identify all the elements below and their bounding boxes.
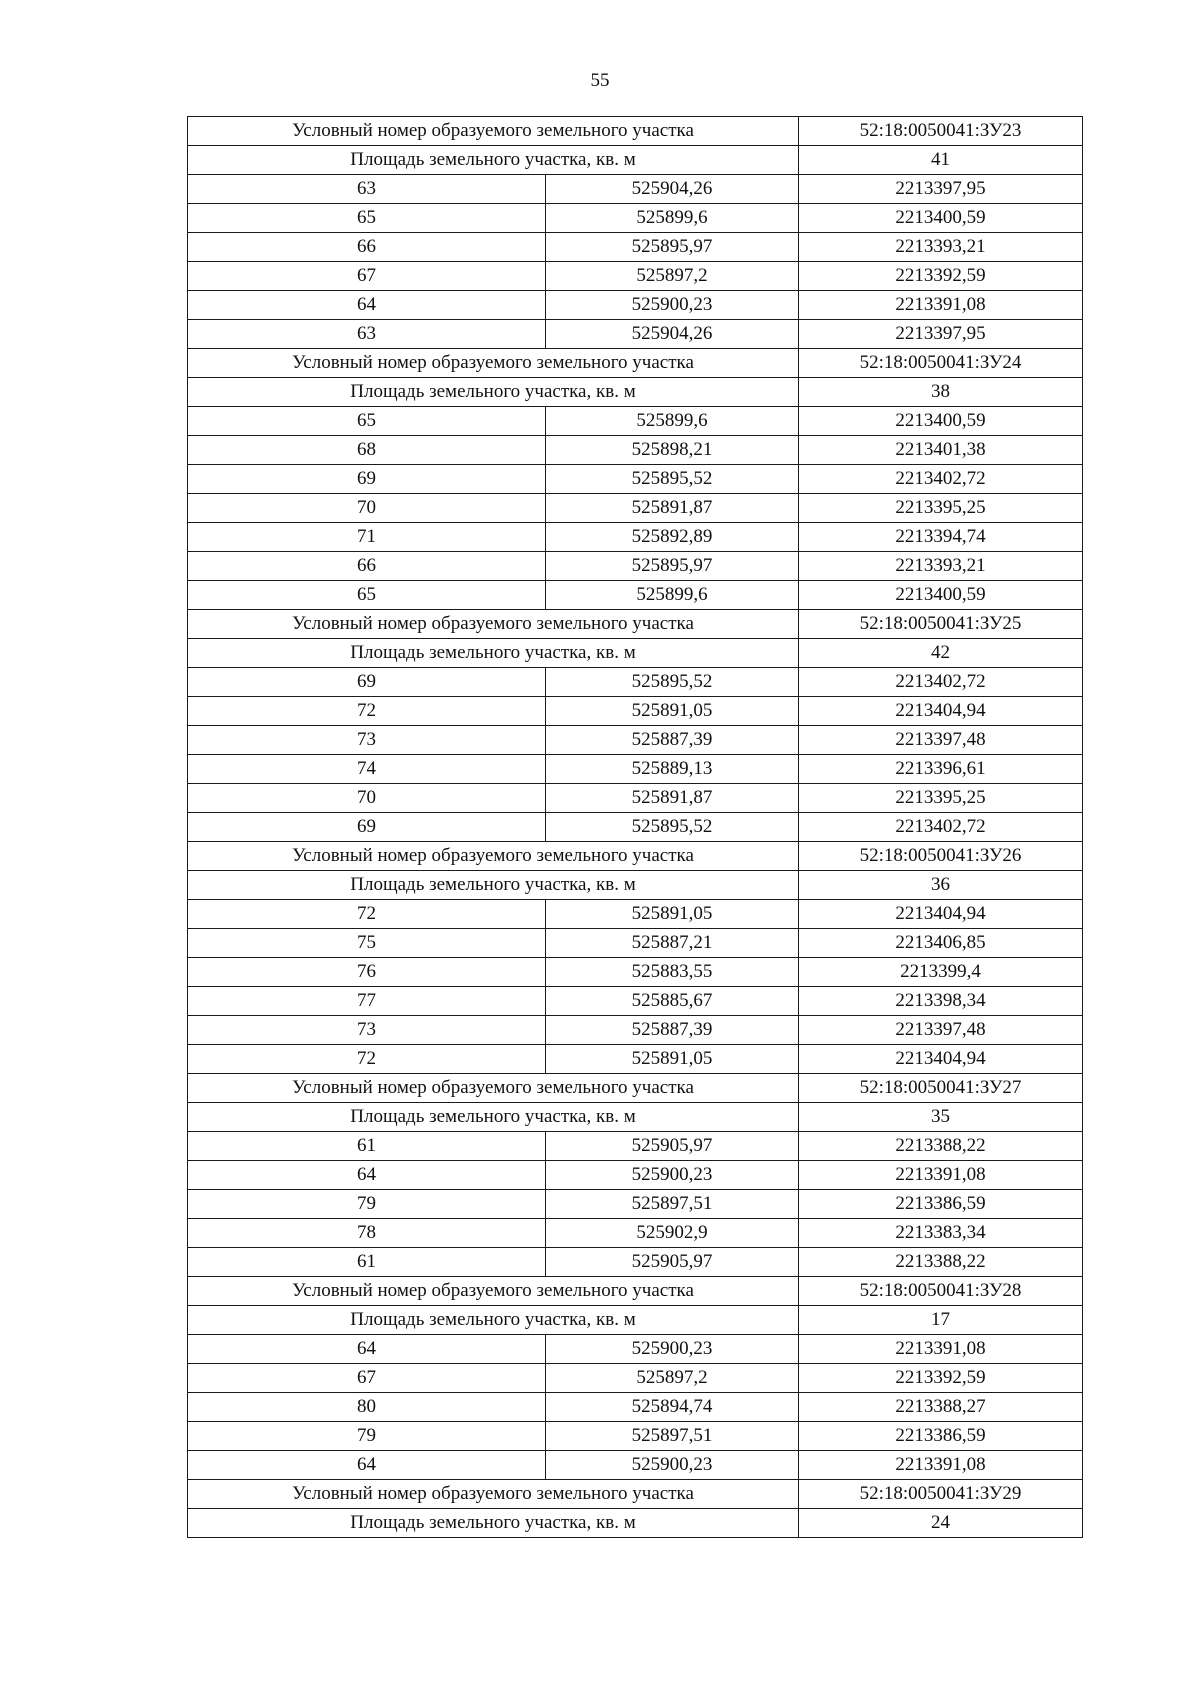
table-row bbox=[188, 1161, 1083, 1190]
parcel-area-row bbox=[188, 871, 1083, 900]
point-number: 72 bbox=[188, 697, 546, 726]
parcel-number-label: Условный номер образуемого земельного участка bbox=[188, 1480, 799, 1509]
table-row bbox=[188, 407, 1083, 436]
point-number: 70 bbox=[188, 494, 546, 523]
coordinate-x: 525899,6 bbox=[546, 407, 799, 436]
coordinate-y: 2213402,72 bbox=[799, 813, 1083, 842]
table-row bbox=[188, 291, 1083, 320]
coordinate-x: 525904,26 bbox=[546, 175, 799, 204]
coordinate-x: 525899,6 bbox=[546, 204, 799, 233]
point-number: 65 bbox=[188, 204, 546, 233]
coordinate-y: 2213404,94 bbox=[799, 1045, 1083, 1074]
coordinate-x: 525897,51 bbox=[546, 1422, 799, 1451]
table-row bbox=[188, 1190, 1083, 1219]
point-number: 65 bbox=[188, 407, 546, 436]
page-number: 55 bbox=[590, 70, 610, 91]
coordinate-y: 2213394,74 bbox=[799, 523, 1083, 552]
point-number: 66 bbox=[188, 233, 546, 262]
table-row bbox=[188, 929, 1083, 958]
coordinate-x: 525895,52 bbox=[546, 668, 799, 697]
table-row bbox=[188, 1132, 1083, 1161]
table-row bbox=[188, 552, 1083, 581]
point-number: 68 bbox=[188, 436, 546, 465]
point-number: 69 bbox=[188, 668, 546, 697]
coordinate-y: 2213406,85 bbox=[799, 929, 1083, 958]
coordinate-y: 2213402,72 bbox=[799, 668, 1083, 697]
point-number: 64 bbox=[188, 291, 546, 320]
coordinate-x: 525897,2 bbox=[546, 1364, 799, 1393]
coordinate-y: 2213386,59 bbox=[799, 1190, 1083, 1219]
coordinate-x: 525905,97 bbox=[546, 1132, 799, 1161]
coordinate-x: 525895,52 bbox=[546, 465, 799, 494]
parcel-area-row bbox=[188, 1306, 1083, 1335]
table-row bbox=[188, 1451, 1083, 1480]
parcel-number-label: Условный номер образуемого земельного участка bbox=[188, 117, 799, 146]
parcel-area-value: 42 bbox=[799, 639, 1083, 668]
coordinate-x: 525887,39 bbox=[546, 726, 799, 755]
parcel-cadastral-number: 52:18:0050041:ЗУ29 bbox=[799, 1480, 1083, 1509]
coordinate-x: 525897,51 bbox=[546, 1190, 799, 1219]
parcel-area-row bbox=[188, 378, 1083, 407]
coordinate-y: 2213392,59 bbox=[799, 262, 1083, 291]
parcel-area-value: 38 bbox=[799, 378, 1083, 407]
coordinate-y: 2213397,95 bbox=[799, 175, 1083, 204]
point-number: 61 bbox=[188, 1248, 546, 1277]
parcel-number-label: Условный номер образуемого земельного участка bbox=[188, 1277, 799, 1306]
parcel-area-value: 17 bbox=[799, 1306, 1083, 1335]
point-number: 79 bbox=[188, 1190, 546, 1219]
table-row bbox=[188, 1248, 1083, 1277]
parcel-number-label: Условный номер образуемого земельного участка bbox=[188, 349, 799, 378]
point-number: 72 bbox=[188, 1045, 546, 1074]
coordinate-x: 525905,97 bbox=[546, 1248, 799, 1277]
coordinate-y: 2213398,34 bbox=[799, 987, 1083, 1016]
table-row bbox=[188, 1364, 1083, 1393]
coordinate-y: 2213400,59 bbox=[799, 581, 1083, 610]
parcel-area-row bbox=[188, 1509, 1083, 1538]
table-row bbox=[188, 784, 1083, 813]
coordinate-x: 525887,39 bbox=[546, 1016, 799, 1045]
coordinate-y: 2213395,25 bbox=[799, 494, 1083, 523]
parcel-cadastral-number: 52:18:0050041:ЗУ27 bbox=[799, 1074, 1083, 1103]
parcel-header-row bbox=[188, 1480, 1083, 1509]
coordinate-y: 2213401,38 bbox=[799, 436, 1083, 465]
coordinate-x: 525894,74 bbox=[546, 1393, 799, 1422]
coordinate-y: 2213388,22 bbox=[799, 1132, 1083, 1161]
parcel-header-row bbox=[188, 1277, 1083, 1306]
coordinate-y: 2213397,48 bbox=[799, 726, 1083, 755]
coordinate-x: 525904,26 bbox=[546, 320, 799, 349]
parcel-header-row bbox=[188, 349, 1083, 378]
table-row bbox=[188, 204, 1083, 233]
point-number: 63 bbox=[188, 175, 546, 204]
point-number: 74 bbox=[188, 755, 546, 784]
parcel-header-row bbox=[188, 610, 1083, 639]
table-row bbox=[188, 697, 1083, 726]
coordinate-y: 2213397,95 bbox=[799, 320, 1083, 349]
table-row bbox=[188, 1219, 1083, 1248]
parcel-area-value: 24 bbox=[799, 1509, 1083, 1538]
coordinate-y: 2213391,08 bbox=[799, 1161, 1083, 1190]
point-number: 69 bbox=[188, 813, 546, 842]
coordinate-y: 2213404,94 bbox=[799, 697, 1083, 726]
point-number: 73 bbox=[188, 726, 546, 755]
point-number: 66 bbox=[188, 552, 546, 581]
coordinate-x: 525900,23 bbox=[546, 1161, 799, 1190]
point-number: 80 bbox=[188, 1393, 546, 1422]
point-number: 77 bbox=[188, 987, 546, 1016]
coordinate-y: 2213400,59 bbox=[799, 407, 1083, 436]
parcel-header-row bbox=[188, 842, 1083, 871]
parcel-area-label: Площадь земельного участка, кв. м bbox=[188, 146, 799, 175]
coordinate-x: 525898,21 bbox=[546, 436, 799, 465]
parcel-area-value: 41 bbox=[799, 146, 1083, 175]
parcel-cadastral-number: 52:18:0050041:ЗУ25 bbox=[799, 610, 1083, 639]
point-number: 72 bbox=[188, 900, 546, 929]
table-row bbox=[188, 1045, 1083, 1074]
coordinate-y: 2213392,59 bbox=[799, 1364, 1083, 1393]
table-row bbox=[188, 900, 1083, 929]
table-row bbox=[188, 668, 1083, 697]
parcel-header-row bbox=[188, 1074, 1083, 1103]
coordinate-y: 2213386,59 bbox=[799, 1422, 1083, 1451]
table-row bbox=[188, 262, 1083, 291]
parcel-cadastral-number: 52:18:0050041:ЗУ24 bbox=[799, 349, 1083, 378]
point-number: 75 bbox=[188, 929, 546, 958]
point-number: 73 bbox=[188, 1016, 546, 1045]
coordinate-y: 2213404,94 bbox=[799, 900, 1083, 929]
parcel-area-label: Площадь земельного участка, кв. м bbox=[188, 1103, 799, 1132]
table-row bbox=[188, 1422, 1083, 1451]
coordinate-x: 525883,55 bbox=[546, 958, 799, 987]
table-row bbox=[188, 233, 1083, 262]
coordinate-x: 525891,05 bbox=[546, 1045, 799, 1074]
coordinate-y: 2213391,08 bbox=[799, 291, 1083, 320]
coordinate-x: 525891,87 bbox=[546, 784, 799, 813]
parcel-number-label: Условный номер образуемого земельного участка bbox=[188, 842, 799, 871]
table-row bbox=[188, 813, 1083, 842]
coordinate-x: 525900,23 bbox=[546, 1451, 799, 1480]
coordinate-x: 525897,2 bbox=[546, 262, 799, 291]
point-number: 64 bbox=[188, 1451, 546, 1480]
coordinate-y: 2213395,25 bbox=[799, 784, 1083, 813]
table-row bbox=[188, 494, 1083, 523]
table-row bbox=[188, 987, 1083, 1016]
coordinate-y: 2213400,59 bbox=[799, 204, 1083, 233]
coordinate-y: 2213391,08 bbox=[799, 1451, 1083, 1480]
coordinate-y: 2213397,48 bbox=[799, 1016, 1083, 1045]
parcel-cadastral-number: 52:18:0050041:ЗУ23 bbox=[799, 117, 1083, 146]
parcel-area-label: Площадь земельного участка, кв. м bbox=[188, 871, 799, 900]
table-row bbox=[188, 1335, 1083, 1364]
parcel-area-value: 36 bbox=[799, 871, 1083, 900]
point-number: 69 bbox=[188, 465, 546, 494]
parcel-area-row bbox=[188, 146, 1083, 175]
point-number: 67 bbox=[188, 262, 546, 291]
coordinate-x: 525891,05 bbox=[546, 900, 799, 929]
table-row bbox=[188, 958, 1083, 987]
parcel-area-value: 35 bbox=[799, 1103, 1083, 1132]
parcel-header-row bbox=[188, 117, 1083, 146]
point-number: 79 bbox=[188, 1422, 546, 1451]
table-row bbox=[188, 175, 1083, 204]
coordinate-x: 525902,9 bbox=[546, 1219, 799, 1248]
table-row bbox=[188, 1393, 1083, 1422]
parcel-number-label: Условный номер образуемого земельного участка bbox=[188, 610, 799, 639]
parcel-number-label: Условный номер образуемого земельного участка bbox=[188, 1074, 799, 1103]
point-number: 71 bbox=[188, 523, 546, 552]
coordinate-y: 2213396,61 bbox=[799, 755, 1083, 784]
table-row bbox=[188, 581, 1083, 610]
point-number: 76 bbox=[188, 958, 546, 987]
point-number: 78 bbox=[188, 1219, 546, 1248]
table-row bbox=[188, 726, 1083, 755]
coordinate-y: 2213402,72 bbox=[799, 465, 1083, 494]
coordinate-y: 2213393,21 bbox=[799, 552, 1083, 581]
point-number: 64 bbox=[188, 1335, 546, 1364]
coordinate-x: 525899,6 bbox=[546, 581, 799, 610]
parcel-cadastral-number: 52:18:0050041:ЗУ28 bbox=[799, 1277, 1083, 1306]
point-number: 64 bbox=[188, 1161, 546, 1190]
coordinate-x: 525891,87 bbox=[546, 494, 799, 523]
parcel-area-row bbox=[188, 1103, 1083, 1132]
coordinate-x: 525887,21 bbox=[546, 929, 799, 958]
coordinate-x: 525895,97 bbox=[546, 552, 799, 581]
parcel-area-label: Площадь земельного участка, кв. м bbox=[188, 1306, 799, 1335]
table-row bbox=[188, 523, 1083, 552]
coordinate-y: 2213399,4 bbox=[799, 958, 1083, 987]
coordinate-x: 525889,13 bbox=[546, 755, 799, 784]
point-number: 63 bbox=[188, 320, 546, 349]
point-number: 67 bbox=[188, 1364, 546, 1393]
parcel-area-row bbox=[188, 639, 1083, 668]
coordinate-x: 525895,52 bbox=[546, 813, 799, 842]
table-row bbox=[188, 320, 1083, 349]
coordinate-y: 2213388,22 bbox=[799, 1248, 1083, 1277]
point-number: 61 bbox=[188, 1132, 546, 1161]
coordinate-y: 2213383,34 bbox=[799, 1219, 1083, 1248]
coordinate-x: 525891,05 bbox=[546, 697, 799, 726]
parcel-area-label: Площадь земельного участка, кв. м bbox=[188, 1509, 799, 1538]
parcel-area-label: Площадь земельного участка, кв. м bbox=[188, 639, 799, 668]
table-row bbox=[188, 755, 1083, 784]
parcel-area-label: Площадь земельного участка, кв. м bbox=[188, 378, 799, 407]
coordinates-table-body bbox=[188, 117, 1083, 1538]
table-row bbox=[188, 436, 1083, 465]
coordinate-x: 525900,23 bbox=[546, 1335, 799, 1364]
point-number: 70 bbox=[188, 784, 546, 813]
coordinate-y: 2213393,21 bbox=[799, 233, 1083, 262]
coordinate-x: 525895,97 bbox=[546, 233, 799, 262]
coordinate-x: 525900,23 bbox=[546, 291, 799, 320]
table-row bbox=[188, 1016, 1083, 1045]
table-row bbox=[188, 465, 1083, 494]
parcel-cadastral-number: 52:18:0050041:ЗУ26 bbox=[799, 842, 1083, 871]
coordinate-x: 525892,89 bbox=[546, 523, 799, 552]
point-number: 65 bbox=[188, 581, 546, 610]
coordinate-y: 2213388,27 bbox=[799, 1393, 1083, 1422]
coordinates-table bbox=[187, 116, 1083, 1538]
coordinate-x: 525885,67 bbox=[546, 987, 799, 1016]
coordinate-y: 2213391,08 bbox=[799, 1335, 1083, 1364]
